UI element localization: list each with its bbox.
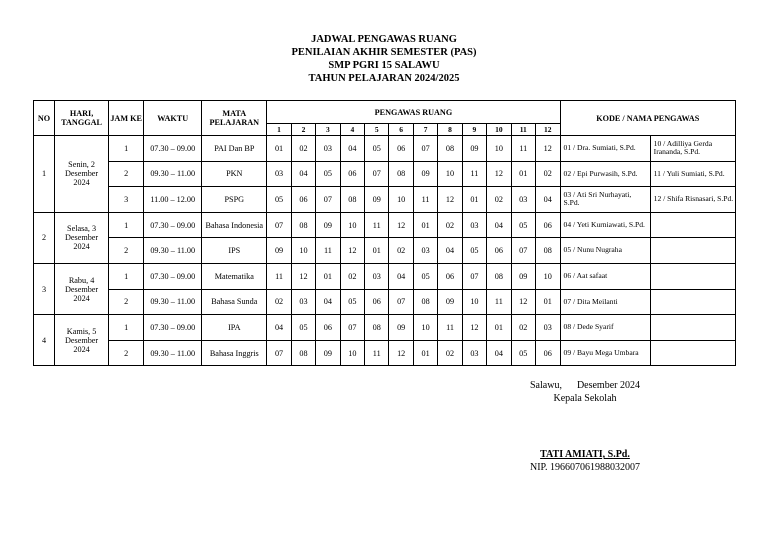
header-subject: MATA PELAJARAN [202, 101, 267, 136]
supervisor-code: 03 [535, 315, 560, 341]
supervisor-code: 10 [291, 238, 315, 264]
subject: IPS [202, 238, 267, 264]
subject: Bahasa Indonesia [202, 212, 267, 238]
supervisor-code: 06 [438, 263, 462, 289]
session-time: 07.30 – 09.00 [144, 136, 202, 162]
table-row [34, 187, 736, 213]
supervisor-code: 06 [487, 238, 511, 264]
supervisor-code: 12 [511, 289, 535, 315]
supervisor-code: 06 [535, 212, 560, 238]
supervisor-code: 09 [413, 161, 437, 187]
supervisor-code: 01 [413, 340, 437, 366]
supervisor-code: 01 [316, 263, 340, 289]
table-row [34, 238, 736, 264]
session-time: 09.30 – 11.00 [144, 340, 202, 366]
supervisor-code: 11 [511, 136, 535, 162]
signature-name-block [500, 449, 670, 474]
supervisor-name: 03 / Ati Sri Nurhayati, S.Pd. [560, 187, 650, 213]
supervisor-code: 09 [316, 340, 340, 366]
supervisor-code: 09 [316, 212, 340, 238]
supervisor-name [650, 238, 735, 264]
day-date: Rabu, 4 Desember 2024 [55, 263, 109, 314]
supervisor-code: 01 [267, 136, 291, 162]
day-number: 1 [34, 136, 55, 213]
supervisor-code: 10 [413, 315, 437, 341]
supervisor-code: 09 [365, 187, 389, 213]
supervisor-code: 04 [267, 315, 291, 341]
supervisor-code: 11 [365, 340, 389, 366]
supervisor-code: 01 [511, 161, 535, 187]
supervisor-code: 02 [291, 136, 315, 162]
header-room-number: 4 [340, 124, 364, 136]
signature-position: Kepala Sekolah [553, 392, 617, 404]
header-room-number: 2 [291, 124, 315, 136]
header-room-number: 9 [462, 124, 486, 136]
header-room-number: 1 [267, 124, 291, 136]
title-line: TAHUN PELAJARAN 2024/2025 [308, 73, 460, 84]
supervisor-code: 08 [291, 340, 315, 366]
supervisor-name [650, 212, 735, 238]
header-session: JAM KE [109, 101, 144, 136]
signature-block [500, 380, 670, 405]
supervisor-code: 10 [389, 187, 413, 213]
supervisor-code: 11 [365, 212, 389, 238]
supervisor-code: 02 [511, 315, 535, 341]
supervisor-code: 01 [413, 212, 437, 238]
supervisor-code: 08 [438, 136, 462, 162]
session-number: 2 [109, 340, 144, 366]
subject: PAI Dan BP [202, 136, 267, 162]
supervisor-code: 05 [511, 212, 535, 238]
supervisor-code: 06 [340, 161, 364, 187]
supervisor-code: 10 [487, 136, 511, 162]
header-day-date: HARI, TANGGAL [55, 101, 109, 136]
supervisor-code: 11 [487, 289, 511, 315]
supervisor-code: 09 [438, 289, 462, 315]
supervisor-code: 10 [462, 289, 486, 315]
header-room-number: 5 [365, 124, 389, 136]
session-number: 1 [109, 136, 144, 162]
supervisor-name: 02 / Epi Purwasih, S.Pd. [560, 161, 650, 187]
session-number: 2 [109, 161, 144, 187]
supervisor-code: 09 [389, 315, 413, 341]
supervisor-code: 08 [291, 212, 315, 238]
supervisor-code: 10 [340, 212, 364, 238]
supervisor-name: 08 / Dede Syarif [560, 315, 650, 341]
header-room-number: 6 [389, 124, 413, 136]
supervisor-code: 11 [316, 238, 340, 264]
supervisor-code: 11 [267, 263, 291, 289]
supervisor-code: 03 [291, 289, 315, 315]
session-number: 1 [109, 263, 144, 289]
supervisor-code: 09 [511, 263, 535, 289]
supervisor-code: 02 [438, 340, 462, 366]
title-line: SMP PGRI 15 SALAWU [328, 60, 440, 71]
supervisor-code: 11 [438, 315, 462, 341]
document-title [0, 33, 768, 85]
table-row [34, 212, 736, 238]
supervisor-code: 05 [511, 340, 535, 366]
header-room-number: 10 [487, 124, 511, 136]
supervisor-code: 12 [438, 187, 462, 213]
supervisor-code: 02 [438, 212, 462, 238]
supervisor-code: 12 [389, 340, 413, 366]
supervisor-name: 12 / Shifa Risnasari, S.Pd. [650, 187, 735, 213]
supervisor-name [650, 340, 735, 366]
session-number: 1 [109, 315, 144, 341]
supervisor-code: 08 [535, 238, 560, 264]
subject: IPA [202, 315, 267, 341]
subject: PKN [202, 161, 267, 187]
session-time: 07.30 – 09.00 [144, 315, 202, 341]
supervisor-code: 01 [487, 315, 511, 341]
supervisor-code: 07 [365, 161, 389, 187]
subject: Bahasa Sunda [202, 289, 267, 315]
session-number: 2 [109, 238, 144, 264]
schedule-table [33, 100, 736, 366]
supervisor-code: 06 [535, 340, 560, 366]
supervisor-code: 11 [462, 161, 486, 187]
supervisor-code: 09 [267, 238, 291, 264]
table-row [34, 263, 736, 289]
supervisor-name: 10 / Adilliya Gerda Irananda, S.Pd. [650, 136, 735, 162]
supervisor-code: 05 [365, 136, 389, 162]
day-number: 3 [34, 263, 55, 314]
day-date: Kamis, 5 Desember 2024 [55, 315, 109, 366]
principal-name: TATI AMIATI, S.Pd. [540, 449, 630, 460]
supervisor-code: 05 [291, 315, 315, 341]
supervisor-code: 06 [316, 315, 340, 341]
day-date: Selasa, 3 Desember 2024 [55, 212, 109, 263]
supervisor-code: 03 [316, 136, 340, 162]
supervisor-name: 09 / Bayu Mega Umbara [560, 340, 650, 366]
supervisor-code: 12 [487, 161, 511, 187]
supervisor-code: 07 [316, 187, 340, 213]
supervisor-name [650, 263, 735, 289]
day-number: 2 [34, 212, 55, 263]
supervisor-code: 06 [389, 136, 413, 162]
session-number: 2 [109, 289, 144, 315]
supervisor-code: 07 [267, 340, 291, 366]
supervisor-name: 07 / Dita Meilanti [560, 289, 650, 315]
subject: Bahasa Inggris [202, 340, 267, 366]
table-row [34, 289, 736, 315]
header-no: NO [34, 101, 55, 136]
supervisor-code: 07 [413, 136, 437, 162]
supervisor-code: 02 [535, 161, 560, 187]
supervisor-code: 07 [267, 212, 291, 238]
supervisor-code: 07 [340, 315, 364, 341]
supervisor-name [650, 289, 735, 315]
session-time: 07.30 – 09.00 [144, 212, 202, 238]
supervisor-code: 03 [462, 212, 486, 238]
header-room-number: 12 [535, 124, 560, 136]
signature-place-date: Salawu, Desember 2024 [530, 380, 640, 391]
supervisor-code: 04 [389, 263, 413, 289]
header-room-supervisors: PENGAWAS RUANG [267, 101, 560, 124]
supervisor-code: 08 [487, 263, 511, 289]
title-line: JADWAL PENGAWAS RUANG [311, 34, 457, 45]
day-number: 4 [34, 315, 55, 366]
supervisor-code: 03 [462, 340, 486, 366]
session-number: 1 [109, 212, 144, 238]
supervisor-code: 07 [511, 238, 535, 264]
header-room-number: 7 [413, 124, 437, 136]
supervisor-code: 02 [487, 187, 511, 213]
table-row [34, 136, 736, 162]
supervisor-code: 05 [462, 238, 486, 264]
session-time: 09.30 – 11.00 [144, 238, 202, 264]
supervisor-code: 12 [462, 315, 486, 341]
supervisor-code: 02 [389, 238, 413, 264]
session-time: 07.30 – 09.00 [144, 263, 202, 289]
supervisor-code: 04 [291, 161, 315, 187]
session-time: 09.30 – 11.00 [144, 161, 202, 187]
header-room-number: 3 [316, 124, 340, 136]
header-room-number: 11 [511, 124, 535, 136]
header-time: WAKTU [144, 101, 202, 136]
supervisor-code: 05 [316, 161, 340, 187]
supervisor-code: 04 [316, 289, 340, 315]
session-number: 3 [109, 187, 144, 213]
supervisor-name: 05 / Nunu Nugraha [560, 238, 650, 264]
supervisor-name: 04 / Yeti Kurniawati, S.Pd. [560, 212, 650, 238]
supervisor-code: 08 [365, 315, 389, 341]
supervisor-code: 04 [438, 238, 462, 264]
supervisor-code: 03 [267, 161, 291, 187]
supervisor-code: 06 [365, 289, 389, 315]
supervisor-code: 07 [389, 289, 413, 315]
supervisor-code: 05 [267, 187, 291, 213]
supervisor-code: 08 [413, 289, 437, 315]
supervisor-code: 10 [340, 340, 364, 366]
supervisor-code: 08 [389, 161, 413, 187]
supervisor-code: 09 [462, 136, 486, 162]
supervisor-code: 07 [462, 263, 486, 289]
supervisor-name: 01 / Dra. Sumiati, S.Pd. [560, 136, 650, 162]
supervisor-code: 05 [340, 289, 364, 315]
supervisor-code: 12 [389, 212, 413, 238]
supervisor-code: 12 [291, 263, 315, 289]
supervisor-name: 11 / Yuli Sumiati, S.Pd. [650, 161, 735, 187]
supervisor-code: 04 [340, 136, 364, 162]
supervisor-code: 04 [487, 212, 511, 238]
title-line: PENILAIAN AKHIR SEMESTER (PAS) [291, 47, 477, 58]
subject: Matematika [202, 263, 267, 289]
day-date: Senin, 2 Desember 2024 [55, 136, 109, 213]
session-time: 09.30 – 11.00 [144, 289, 202, 315]
supervisor-code: 01 [365, 238, 389, 264]
table-row [34, 340, 736, 366]
supervisor-code: 10 [535, 263, 560, 289]
subject: PSPG [202, 187, 267, 213]
principal-nip: NIP. 196607061988032007 [529, 461, 640, 473]
table-row [34, 161, 736, 187]
supervisor-code: 04 [535, 187, 560, 213]
session-time: 11.00 – 12.00 [144, 187, 202, 213]
supervisor-code: 12 [535, 136, 560, 162]
supervisor-code: 02 [340, 263, 364, 289]
supervisor-code: 10 [438, 161, 462, 187]
supervisor-code: 03 [511, 187, 535, 213]
supervisor-code: 02 [267, 289, 291, 315]
header-supervisor-codes: KODE / NAMA PENGAWAS [560, 101, 735, 136]
supervisor-name [650, 315, 735, 341]
supervisor-name: 06 / Aat safaat [560, 263, 650, 289]
supervisor-code: 03 [365, 263, 389, 289]
supervisor-code: 01 [535, 289, 560, 315]
header-room-number: 8 [438, 124, 462, 136]
supervisor-code: 01 [462, 187, 486, 213]
supervisor-code: 05 [413, 263, 437, 289]
supervisor-code: 12 [340, 238, 364, 264]
supervisor-code: 06 [291, 187, 315, 213]
supervisor-code: 11 [413, 187, 437, 213]
supervisor-code: 03 [413, 238, 437, 264]
table-row [34, 315, 736, 341]
supervisor-code: 08 [340, 187, 364, 213]
supervisor-code: 04 [487, 340, 511, 366]
